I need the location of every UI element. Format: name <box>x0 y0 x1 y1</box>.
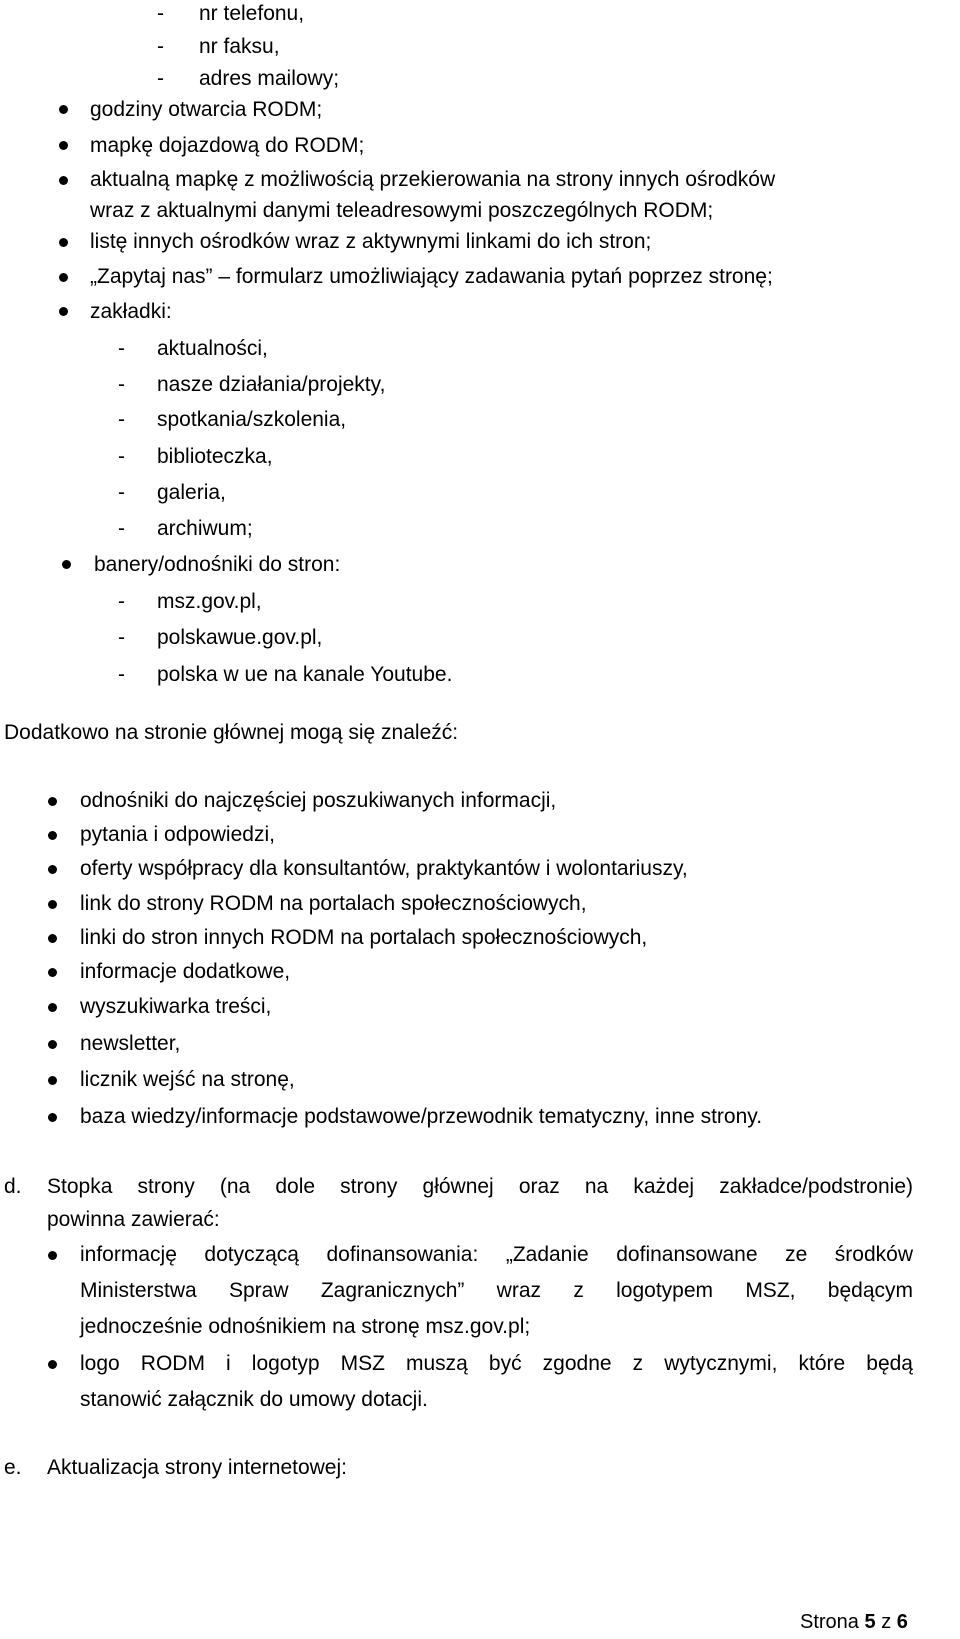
contact-item-fax: nr faksu, <box>199 35 280 58</box>
banners-label: banery/odnośniki do stron: <box>94 553 341 576</box>
contact-item-phone: nr telefonu, <box>199 2 305 25</box>
section-d-heading: Stopka strony (na dole strony głównej oraz na każdej zakładce/podstronie) <box>47 1175 913 1198</box>
list-item: godziny otwarcia RODM; <box>90 98 323 121</box>
bullet-icon <box>48 900 57 909</box>
list-item: „Zapytaj nas” – formularz umożliwiający zadawania pytań poprzez stronę; <box>90 265 773 288</box>
tab-item: spotkania/szkolenia, <box>157 408 347 431</box>
list-item: listę innych ośrodków wraz z aktywnymi linkami do ich stron; <box>90 230 652 253</box>
section-d-heading-continuation: powinna zawierać: <box>47 1208 220 1231</box>
dash-marker: - <box>157 2 164 25</box>
homepage-item: newsletter, <box>80 1032 181 1055</box>
banner-item: polska w ue na kanale Youtube. <box>157 663 453 686</box>
bullet-icon <box>59 307 68 316</box>
dash-marker: - <box>118 408 125 431</box>
dash-marker: - <box>118 481 125 504</box>
section-e-marker: e. <box>4 1456 22 1479</box>
homepage-item: informacje dodatkowe, <box>80 960 291 983</box>
bullet-icon <box>48 934 57 943</box>
logo-requirement-line: stanowić załącznik do umowy dotacji. <box>80 1388 428 1411</box>
logo-requirement-line: logo RODM i logotyp MSZ muszą być zgodne z wytycznymi, które będą <box>80 1352 913 1375</box>
tab-item: nasze działania/projekty, <box>157 373 386 396</box>
bullet-icon <box>48 968 57 977</box>
bullet-icon <box>48 831 57 840</box>
homepage-item: odnośniki do najczęściej poszukiwanych informacji, <box>80 789 557 812</box>
dash-marker: - <box>157 35 164 58</box>
bullet-icon <box>59 273 68 282</box>
tab-item: archiwum; <box>157 517 253 540</box>
bullet-icon <box>59 176 68 185</box>
bullet-icon <box>48 1251 57 1260</box>
tab-item: galeria, <box>157 481 226 504</box>
homepage-item: oferty współpracy dla konsultantów, praktykantów i wolontariuszy, <box>80 857 688 880</box>
bullet-icon <box>48 797 57 806</box>
page-label: Strona <box>800 1611 859 1633</box>
bullet-icon <box>59 105 68 114</box>
homepage-item: wyszukiwarka treści, <box>80 995 272 1018</box>
bullet-icon <box>48 1360 57 1369</box>
bullet-icon <box>59 238 68 247</box>
list-item-continuation: wraz z aktualnymi danymi teleadresowymi poszczególnych RODM; <box>90 199 714 222</box>
banner-item: msz.gov.pl, <box>157 590 262 613</box>
bullet-icon <box>59 141 68 150</box>
bullet-icon <box>48 1076 57 1085</box>
homepage-item: baza wiedzy/informacje podstawowe/przewodnik tematyczny, inne strony. <box>80 1105 763 1128</box>
page-number <box>800 1610 908 1634</box>
page-current: 5 <box>864 1611 876 1633</box>
homepage-item: linki do stron innych RODM na portalach społecznościowych, <box>80 926 648 949</box>
dash-marker: - <box>118 373 125 396</box>
dash-marker: - <box>118 517 125 540</box>
homepage-item: pytania i odpowiedzi, <box>80 823 275 846</box>
dash-marker: - <box>118 590 125 613</box>
homepage-item: licznik wejść na stronę, <box>80 1068 295 1091</box>
list-item: aktualną mapkę z możliwością przekierowania na strony innych ośrodków <box>90 168 776 191</box>
homepage-intro: Dodatkowo na stronie głównej mogą się znaleźć: <box>4 721 459 744</box>
funding-info-line: informację dotyczącą dofinansowania: „Zadanie dofinansowane ze środków <box>80 1243 913 1266</box>
funding-info-line: jednocześnie odnośnikiem na stronę msz.gov.pl; <box>80 1315 531 1338</box>
section-d-marker: d. <box>4 1175 22 1198</box>
page-separator: z <box>881 1611 892 1633</box>
section-e-heading: Aktualizacja strony internetowej: <box>47 1456 347 1479</box>
dash-marker: - <box>118 663 125 686</box>
banner-item: polskawue.gov.pl, <box>157 626 323 649</box>
contact-item-email: adres mailowy; <box>199 67 340 90</box>
bullet-icon <box>48 1003 57 1012</box>
tabs-label: zakładki: <box>90 300 172 323</box>
bullet-icon <box>48 1113 57 1122</box>
page-total: 6 <box>896 1611 908 1633</box>
dash-marker: - <box>118 626 125 649</box>
tab-item: biblioteczka, <box>157 445 273 468</box>
tab-item: aktualności, <box>157 337 268 360</box>
bullet-icon <box>48 1040 57 1049</box>
dash-marker: - <box>118 337 125 360</box>
bullet-icon <box>48 865 57 874</box>
funding-info-line: Ministerstwa Spraw Zagranicznych” wraz z logotypem MSZ, będącym <box>80 1279 913 1302</box>
dash-marker: - <box>157 67 164 90</box>
list-item: mapkę dojazdową do RODM; <box>90 134 365 157</box>
dash-marker: - <box>118 445 125 468</box>
bullet-icon <box>62 560 71 569</box>
homepage-item: link do strony RODM na portalach społecznościowych, <box>80 892 587 915</box>
